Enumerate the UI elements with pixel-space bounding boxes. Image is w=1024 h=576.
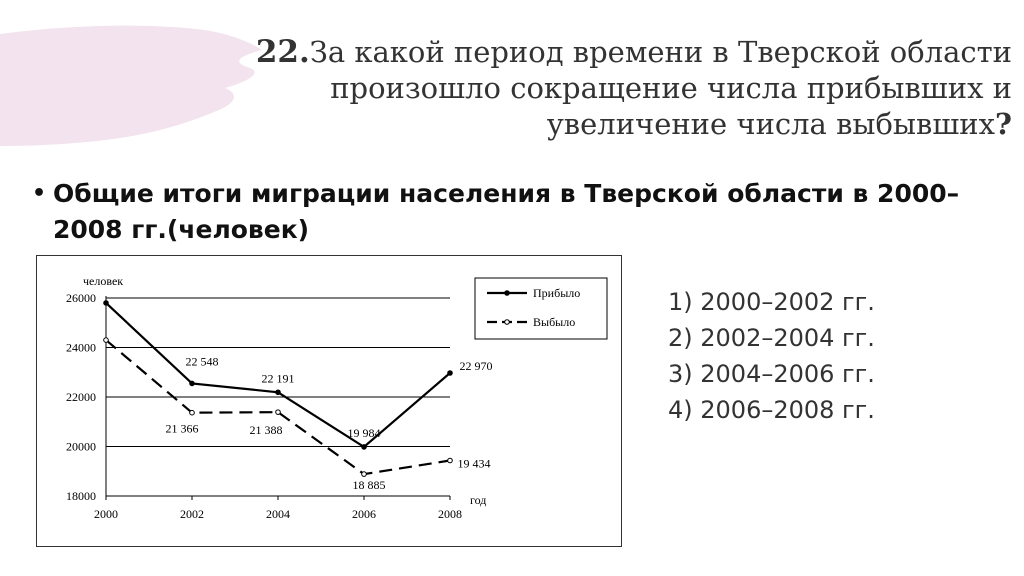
data-point-2	[104, 338, 109, 343]
data-label: 21 388	[249, 423, 283, 438]
y-tick-label: 18000	[66, 489, 96, 503]
data-point-1	[190, 381, 195, 386]
y-tick-label: 22000	[66, 390, 96, 404]
legend-label-2: Выбыло	[533, 315, 576, 329]
data-point-1	[362, 445, 367, 450]
answer-option-1[interactable]: 1) 2000–2002 гг.	[668, 288, 875, 316]
question-block	[192, 34, 1012, 142]
data-point-2	[362, 472, 367, 477]
migration-chart	[36, 255, 622, 547]
answer-option-3[interactable]: 3) 2004–2006 гг.	[668, 360, 875, 388]
data-point-1	[276, 390, 281, 395]
chart-caption-text: Общие итоги миграции населения в Тверской области в 2000–2008 гг.(человек)	[53, 179, 960, 244]
x-tick-label: 2008	[438, 507, 462, 521]
label-layer	[166, 354, 493, 492]
answer-option-4[interactable]: 4) 2006–2008 гг.	[668, 396, 875, 424]
y-tick-label: 24000	[66, 340, 96, 355]
question-line-2: произошло сокращение числа прибывших и	[330, 71, 1012, 105]
legend-label-1: Прибыло	[533, 286, 581, 300]
question-line-3	[192, 106, 1012, 142]
legend-marker-2	[505, 320, 510, 325]
question-mark: ?	[995, 107, 1012, 141]
x-axis-title: год	[470, 493, 487, 507]
data-label: 21 366	[165, 421, 199, 436]
data-point-1	[104, 301, 109, 306]
grid-layer	[66, 274, 486, 521]
y-tick-label: 20000	[66, 439, 96, 454]
x-tick-label: 2006	[352, 507, 376, 521]
data-label: 19 984	[347, 425, 381, 440]
data-point-2	[190, 410, 195, 415]
legend	[475, 278, 607, 339]
data-label: 22 970	[459, 358, 493, 373]
x-tick-label: 2000	[94, 507, 118, 521]
x-tick-label: 2002	[180, 507, 204, 521]
bullet-dot: •	[32, 181, 47, 206]
question-line-1	[192, 34, 1012, 70]
data-label: 18 885	[352, 478, 386, 493]
question-text-3: увеличение числа выбывших	[546, 107, 995, 141]
question-number: 22.	[255, 34, 310, 70]
data-label: 22 191	[261, 371, 295, 386]
question-text-1: За какой период времени в Тверской области	[309, 35, 1012, 69]
series-line-2	[106, 340, 450, 474]
data-point-1	[448, 371, 453, 376]
data-point-2	[276, 410, 281, 415]
y-tick-label: 26000	[66, 291, 96, 305]
x-tick-label: 2004	[266, 507, 290, 521]
chart-caption	[32, 176, 982, 248]
data-label: 22 548	[185, 354, 219, 369]
series-layer	[104, 301, 453, 477]
answer-option-2[interactable]: 2) 2002–2004 гг.	[668, 324, 875, 352]
chart-svg	[37, 256, 621, 546]
data-label: 19 434	[457, 456, 491, 471]
legend-marker-1	[505, 291, 510, 296]
y-axis-title: человек	[83, 274, 124, 288]
data-point-2	[448, 458, 453, 463]
answer-options	[668, 284, 875, 428]
